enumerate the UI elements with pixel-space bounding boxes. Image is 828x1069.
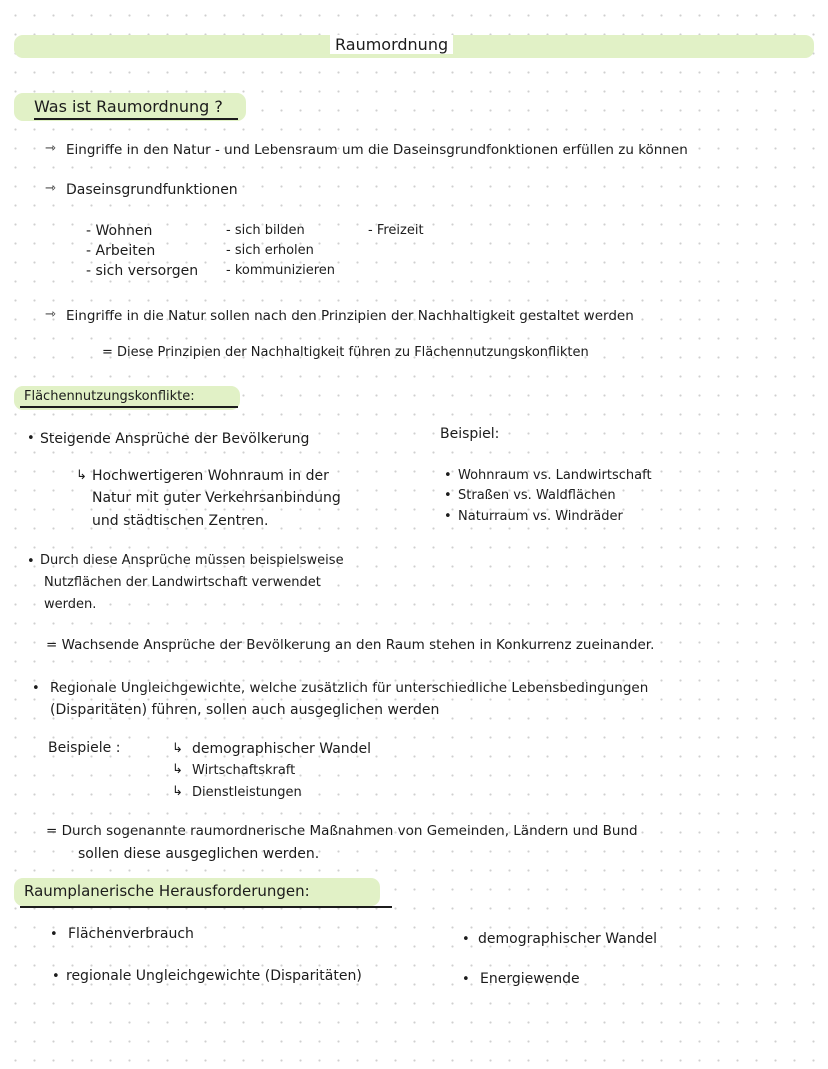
- function-item: - Wohnen: [86, 223, 153, 239]
- example-label: Beispiel:: [440, 426, 500, 442]
- function-item: - kommunizieren: [226, 263, 335, 278]
- section1-line3: Eingriffe in die Natur sollen nach den Prinzipien der Nachhaltigkeit gestaltet werden: [66, 308, 634, 324]
- bullet-icon: •: [462, 932, 470, 947]
- section1-line1: Eingriffe in den Natur - und Lebensraum um die Daseinsgrundfonktionen erfüllen zu können: [66, 142, 688, 158]
- bullet-durch-line: Durch diese Ansprüche müssen beispielsweise: [40, 553, 344, 568]
- bullet-icon: •: [32, 681, 40, 696]
- conclusion-durch-line: = Durch sogenannte raumordnerische Maßnahmen von Gemeinden, Ländern und Bund: [46, 823, 638, 839]
- bullet-icon: •: [27, 554, 35, 569]
- function-item: - sich bilden: [226, 223, 305, 238]
- sub-point-line: und städtischen Zentren.: [92, 513, 269, 529]
- sub-point-line: Hochwertigeren Wohnraum in der: [92, 468, 329, 484]
- challenge-item: demographischer Wandel: [478, 931, 658, 947]
- section1-heading: Was ist Raumordnung ?: [34, 97, 223, 116]
- function-item: - sich versorgen: [86, 263, 199, 279]
- challenge-item: Energiewende: [480, 971, 580, 987]
- function-item: - sich erholen: [226, 243, 314, 258]
- bullet-icon: •: [444, 488, 452, 503]
- bullet-icon: •: [52, 969, 60, 984]
- bullet-icon: •: [27, 431, 35, 446]
- bullet-steigende: Steigende Ansprüche der Bevölkerung: [40, 431, 310, 447]
- bullet-regionale-line: (Disparitäten) führen, sollen auch ausgeglichen werden: [50, 702, 440, 718]
- arrow-icon: ⇾: [45, 181, 56, 196]
- example-item: Naturraum vs. Windräder: [458, 509, 623, 524]
- section1-heading-underline: [34, 118, 238, 120]
- bullet-icon: •: [444, 468, 452, 483]
- bullet-icon: •: [462, 972, 470, 987]
- function-item: - Freizeit: [368, 223, 424, 238]
- section1-line2: Daseinsgrundfunktionen: [66, 182, 238, 198]
- arrow-icon: ⇾: [45, 141, 56, 156]
- section3-heading-underline: [20, 906, 392, 908]
- arrow-icon: ⇾: [45, 307, 56, 322]
- bullet-icon: •: [50, 927, 58, 942]
- page-title: Raumordnung: [330, 35, 453, 54]
- examples2-label: Beispiele :: [48, 740, 121, 756]
- bullet-durch-line: werden.: [44, 597, 97, 612]
- section3-heading: Raumplanerische Herausforderungen:: [24, 882, 310, 900]
- bullet-icon: •: [444, 509, 452, 524]
- conclusion-wachsende: = Wachsende Ansprüche der Bevölkerung an den Raum stehen in Konkurrenz zueinander.: [46, 637, 655, 653]
- example-item: Wohnraum vs. Landwirtschaft: [458, 468, 652, 483]
- sub-point-line: Natur mit guter Verkehrsanbindung: [92, 490, 341, 506]
- examples2-item: Wirtschaftskraft: [192, 763, 296, 778]
- challenge-item: Flächenverbrauch: [68, 926, 194, 942]
- return-arrow-icon: ↳: [172, 741, 183, 756]
- section2-heading: Flächennutzungskonflikte:: [24, 389, 195, 404]
- section2-heading-underline: [20, 406, 238, 408]
- bullet-regionale-line: Regionale Ungleichgewichte, welche zusätzlich für unterschiedliche Lebensbedingungen: [50, 680, 649, 696]
- return-arrow-icon: ↳: [172, 784, 183, 799]
- examples2-item: Dienstleistungen: [192, 785, 302, 800]
- bullet-durch-line: Nutzflächen der Landwirtschaft verwendet: [44, 575, 321, 590]
- return-arrow-icon: ↳: [76, 468, 87, 483]
- conclusion-durch-line: sollen diese ausgeglichen werden.: [78, 846, 320, 862]
- return-arrow-icon: ↳: [172, 762, 183, 777]
- section1-line4: = Diese Prinzipien der Nachhaltigkeit führen zu Flächennutzungskonflikten: [102, 345, 589, 360]
- challenge-item: regionale Ungleichgewichte (Disparitäten): [66, 968, 362, 984]
- example-item: Straßen vs. Waldflächen: [458, 488, 616, 503]
- examples2-item: demographischer Wandel: [192, 741, 372, 757]
- function-item: - Arbeiten: [86, 243, 156, 259]
